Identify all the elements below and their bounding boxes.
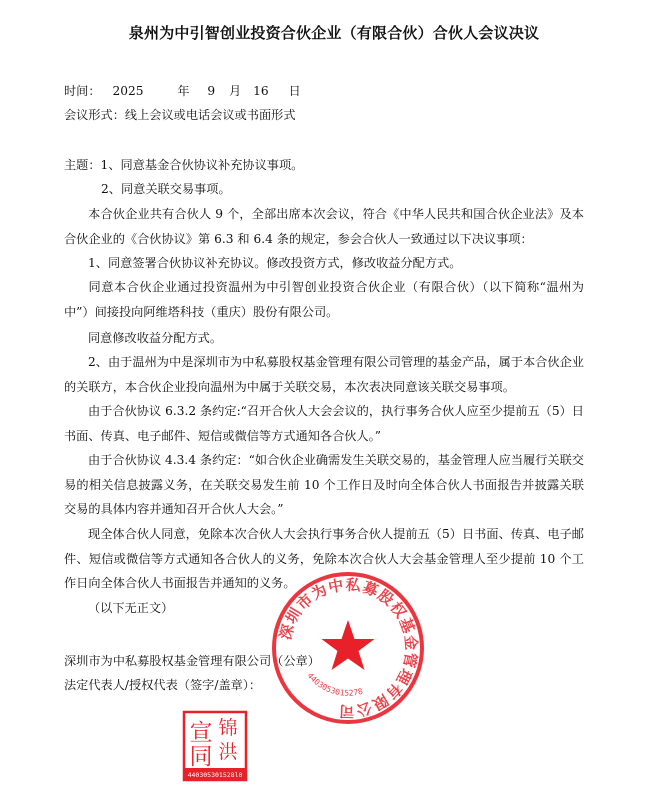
company-seal-number: 4403053015278 [305,671,364,698]
paragraph-investment: 同意本合伙企业通过投资温州为中引智创业投资合伙企业（有限合伙）（以下简称“温州为中”）间接投向阿维塔科技（重庆）股份有限公司。 [64,280,584,319]
resolution-item-1: 1、同意签署合伙协议补充协议。修改投资方式，修改收益分配方式。 [88,256,462,270]
meeting-time [64,83,301,99]
seal-char-3: 洪 [218,741,238,763]
paragraph-attendance: 本合伙企业共有合伙人 9 个，全部出席本次会议，符合《中华人民共和国合伙企业法》及本合伙企业的《合伙协议》第 6.3 和 6.4 条的规定，参会合伙人一致通过以下决议事项： [64,207,584,246]
time-day-unit: 日 [288,84,301,98]
seal-char-4: 同 [189,744,213,770]
seal-char-2: 宣 [189,720,213,746]
document-title: 泉州为中引智创业投资合伙企业（有限合伙）合伙人会议决议 [128,24,540,42]
svg-text:4403053015278 [305,671,364,698]
resolution-item-2: 2、由于温州为中是深圳市为中私募股权基金管理有限公司管理的基金产品，属于本合伙企业的关联方，本合伙企业投向温州为中属于关联交易，本次表决同意该关联交易事项。 [64,355,584,394]
time-year: 2025 [112,84,144,98]
personal-seal [182,710,248,782]
company-seal-ring-text: 深圳市为中私募股权基金管理有限公司 [276,575,421,721]
seal-char-1: 锦 [218,717,238,739]
paragraph-consent: 现全体合伙人同意，免除本次合伙人大会执行事务合伙人提前五（5）日书面、传真、电子邮件、短信或微信等方式通知各合伙人的义务，免除本次合伙人大会基金管理人至少提前 10 个工作日向全体合伙人书面报告并通知的义务。 [64,527,584,590]
time-year-unit: 年 [177,84,190,98]
topic-2: 2、同意关联交易事项。 [101,182,231,196]
time-label: 时间： [64,84,101,98]
time-day: 16 [253,84,269,98]
star-icon [322,620,375,670]
meeting-form: 会议形式：线上会议或电话会议或书面形式 [64,108,296,122]
paragraph-clause-632: 由于合伙协议 6.3.2 条约定:“召开合伙人大会会议的，执行事务合伙人应至少提前五（5）日书面、传真、电子邮件、短信或微信等方式通知各合伙人。” [64,404,584,443]
representative-signature: 法定代表人/授权代表（签字/盖章）： [64,678,262,692]
personal-seal-number: 440305301528l0 [187,771,243,779]
company-signature: 深圳市为中私募股权基金管理有限公司（公章） [64,654,320,668]
time-month: 9 [207,84,216,98]
company-seal [268,568,428,728]
paragraph-clause-434: 由于合伙协议 4.3.4 条约定：“如合伙企业确需发生关联交易的，基金管理人应当履行关联交易的相关信息披露义务，在关联交易发生前 10 个工作日及时向全体合伙人书面报告并披露关联交易的具体内容并通知召开合伙人大会。” [64,453,584,516]
time-month-unit: 月 [229,84,242,98]
no-more-text: （以下无正文） [88,601,174,615]
topic-1: 主题：1、同意基金合伙协议补充协议事项。 [64,158,304,172]
paragraph-revenue: 同意修改收益分配方式。 [88,331,223,345]
